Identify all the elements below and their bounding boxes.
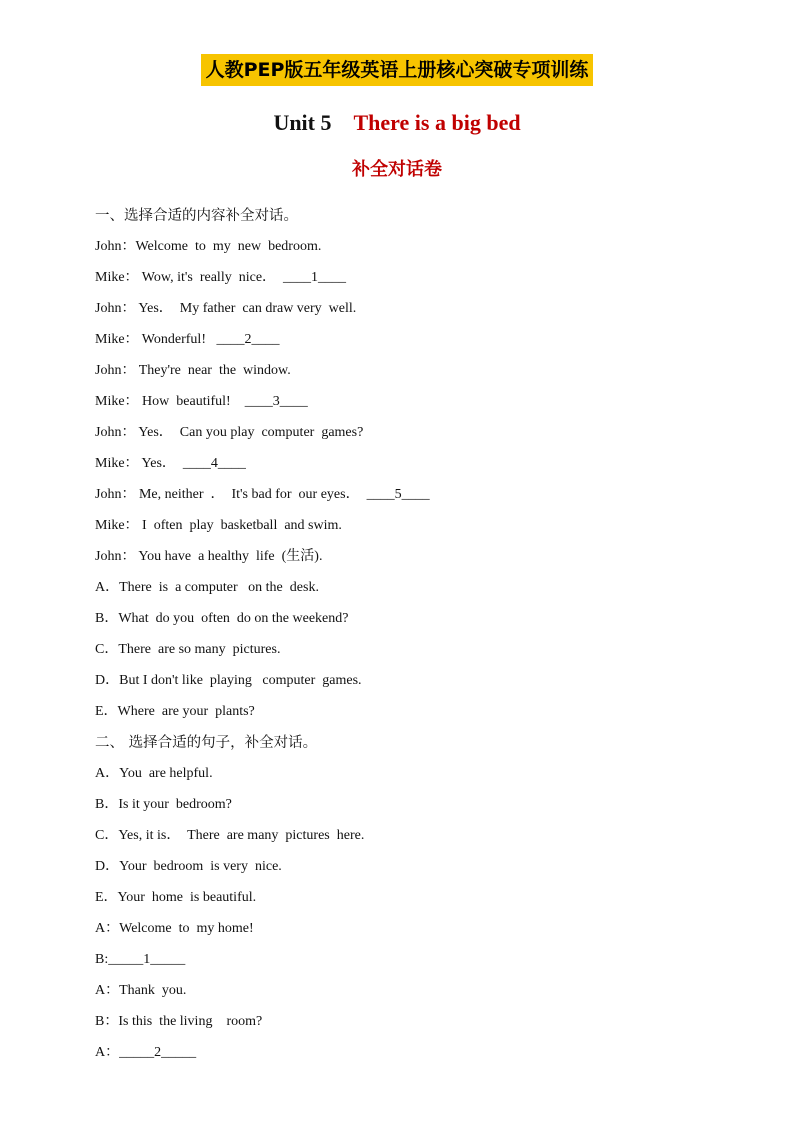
dialogue-line: John： Yes． Can you play computer games? <box>95 425 364 440</box>
section-1-dialogue <box>95 235 745 576</box>
option-item: B．What do you often do on the weekend? <box>95 611 349 626</box>
option-item: A．You are helpful. <box>95 766 213 781</box>
dialogue-line: A：_____2_____ <box>95 1045 197 1060</box>
dialogue-line: A：Thank you. <box>95 983 187 998</box>
section-1-options <box>95 576 745 731</box>
option-item: B．Is it your bedroom? <box>95 797 232 812</box>
dialogue-line: B：Is this the living room? <box>95 1014 263 1029</box>
unit-name: There is a big bed <box>353 110 521 135</box>
unit-title <box>0 108 794 138</box>
option-item: D．Your bedroom is very nice. <box>95 859 282 874</box>
worksheet-content <box>95 204 745 1072</box>
dialogue-line: Mike： How beautiful! ____3____ <box>95 394 308 409</box>
section-1-heading: 一、选择合适的内容补全对话。 <box>95 208 298 224</box>
dialogue-line: Mike： Wow, it's really nice． ____1____ <box>95 270 347 285</box>
worksheet-type: 补全对话卷 <box>352 159 442 180</box>
dialogue-line: Mike： Yes． ____4____ <box>95 456 246 471</box>
dialogue-line: Mike： Wonderful! ____2____ <box>95 332 280 347</box>
series-title: 人教PEP版五年级英语上册核心突破专项训练 <box>201 54 594 86</box>
option-item: D．But I don't like playing computer games. <box>95 673 362 688</box>
option-item: E．Where are your plants? <box>95 704 255 719</box>
unit-label: Unit 5 <box>273 110 332 135</box>
option-item: E．Your home is beautiful. <box>95 890 257 905</box>
dialogue-line: B:_____1_____ <box>95 952 186 967</box>
dialogue-line: John： Yes． My father can draw very well. <box>95 301 357 316</box>
section-2-dialogue <box>95 917 745 1072</box>
option-item: A．There is a computer on the desk. <box>95 580 319 595</box>
option-item: C．There are so many pictures. <box>95 642 281 657</box>
section-2-options <box>95 762 745 917</box>
dialogue-line: John：Welcome to my new bedroom. <box>95 239 322 254</box>
dialogue-line: John： Me, neither ． It's bad for our eyes． ____5____ <box>95 487 430 502</box>
option-item: C．Yes, it is． There are many pictures here. <box>95 828 365 843</box>
dialogue-line: John： They're near the window. <box>95 363 291 378</box>
dialogue-line: A：Welcome to my home! <box>95 921 254 936</box>
series-title-banner <box>0 54 794 86</box>
dialogue-line: John： You have a healthy life (生活). <box>95 549 323 564</box>
dialogue-line: Mike： I often play basketball and swim. <box>95 518 342 533</box>
section-2-heading: 二、 选择合适的句子，补全对话。 <box>95 735 318 751</box>
